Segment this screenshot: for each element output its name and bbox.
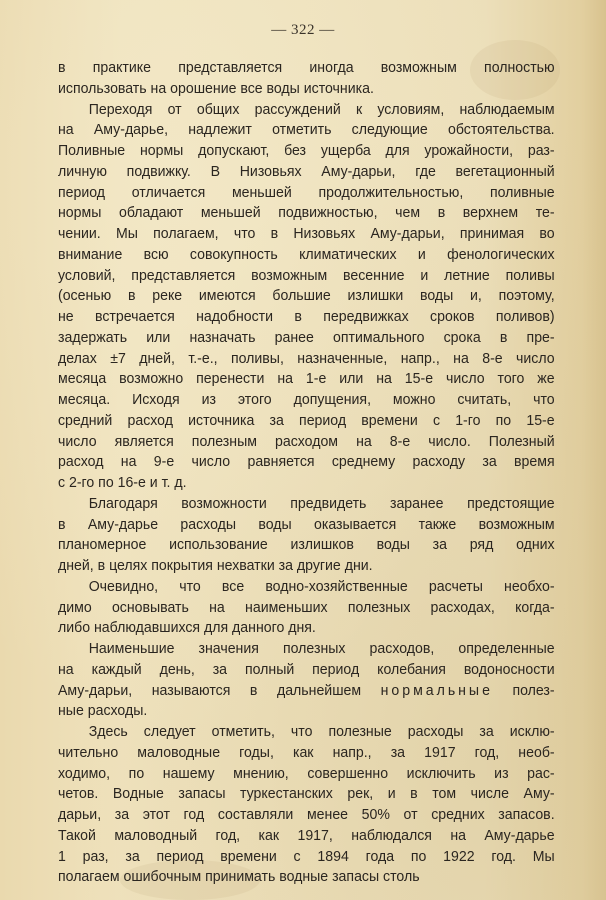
text-line: дней, в целях покрытия нехватки за другие дни. xyxy=(58,557,373,574)
text-line: полагаем ошибочным принимать водные запасы столь xyxy=(58,868,420,886)
text-line: использовать на орошение все воды источника. xyxy=(58,79,374,97)
text-line: личную подвижку. В Низовьях Аму-дарьи, где вегетационный xyxy=(58,162,555,180)
text-line: с 2-го по 16-е и т. д. xyxy=(58,474,187,491)
text-line: на каждый день, за полный период колебания водоносности xyxy=(58,660,555,678)
text-line: период отличается меньшей продолжительностью, поливные xyxy=(58,183,555,201)
text-line: дарьи, за этот год составляли менее 50% от средних запасов. xyxy=(58,806,555,823)
paragraph xyxy=(58,577,555,639)
text-line: Очевидно, что все водно-хозяйственные расчеты необхо- xyxy=(88,577,555,595)
text-line: на Аму-дарье, надлежит отметить следующие обстоятельства. xyxy=(58,121,555,139)
paragraph xyxy=(58,722,555,888)
text-line: средний расход источника за период времени с 1-го по 15-е xyxy=(58,411,555,429)
text-line: 1 раз, за период времени с 1894 года по 1922 год. Мы xyxy=(58,847,555,865)
paragraph xyxy=(58,100,555,494)
text-line: чительно маловодные годы, как напр., за 1917 год, необ- xyxy=(58,743,555,761)
text-line: нормы обладают меньшей подвижностью, чем в верхнем те- xyxy=(58,204,555,222)
text-line: ходимо, по нашему мнению, совершенно исключить из рас- xyxy=(58,764,555,782)
text-line: задержать или назначать ранее оптимального срока в пре- xyxy=(58,328,555,346)
text-line: Наименьшие значения полезных расходов, определенные xyxy=(88,640,555,657)
text-line: димо основывать на наименьших полезных расходах, когда- xyxy=(58,598,555,616)
text-line: четов. Водные запасы туркестанских рек, и в том числе Аму- xyxy=(58,785,555,803)
page-number: — 322 — xyxy=(271,22,335,38)
text-line: месяца возможно перенести на 1-е или на 15-е число того же xyxy=(58,370,555,388)
text-line: месяца. Исходя из этого допущения, можно считать, что xyxy=(58,391,555,408)
text-line: Аму-дарьи, называются в дальнейшем нормальные полез- xyxy=(58,681,555,699)
text-line: чении. Мы полагаем, что в Низовьях Аму-дарьи, принимая во xyxy=(58,225,555,242)
text-line: Благодаря возможности предвидеть заранее предстоящие xyxy=(88,494,555,512)
text-line: условий, представляется возможным весенние и летние поливы xyxy=(58,266,555,284)
text-line: делах ±7 дней, т.-е., поливы, назначенные, напр., на 8-е число xyxy=(58,349,555,367)
text-line: не встречается надобности в передвижках сроков поливов) xyxy=(58,308,555,325)
text-line: в практике представляется иногда возможным полностью xyxy=(58,59,555,76)
paragraph xyxy=(58,494,555,577)
text-line: расход на 9-е число равняется среднему расходу за время xyxy=(58,453,555,471)
emphasized-term: нормальные xyxy=(380,681,493,699)
text-line: в Аму-дарье расходы воды оказывается также возможным xyxy=(58,515,555,533)
paragraph xyxy=(58,639,555,722)
text-line: Поливные нормы допускают, без ущерба для урожайности, раз- xyxy=(58,142,555,159)
text-line: Такой маловодный год, как 1917, наблюдался на Аму-дарье xyxy=(58,826,555,844)
text-line: либо наблюдавшихся для данного дня. xyxy=(58,619,316,637)
text-line: планомерное использование излишков воды за ряд одних xyxy=(58,536,555,554)
text-line: Здесь следует отметить, что полезные расходы за исклю- xyxy=(88,723,555,740)
text-line: (осенью в реке имеются большие излишки воды и, поэтому, xyxy=(58,287,555,305)
paragraph xyxy=(58,58,555,100)
text-line: число является полезным расходом на 8-е число. Полезный xyxy=(58,432,555,450)
body-text xyxy=(58,58,555,888)
text-line: внимание всю совокупность климатических и фенологических xyxy=(58,245,555,263)
text-line: ные расходы. xyxy=(58,702,148,720)
text-line: Переходя от общих рассуждений к условиям, наблюдаемым xyxy=(88,100,555,118)
